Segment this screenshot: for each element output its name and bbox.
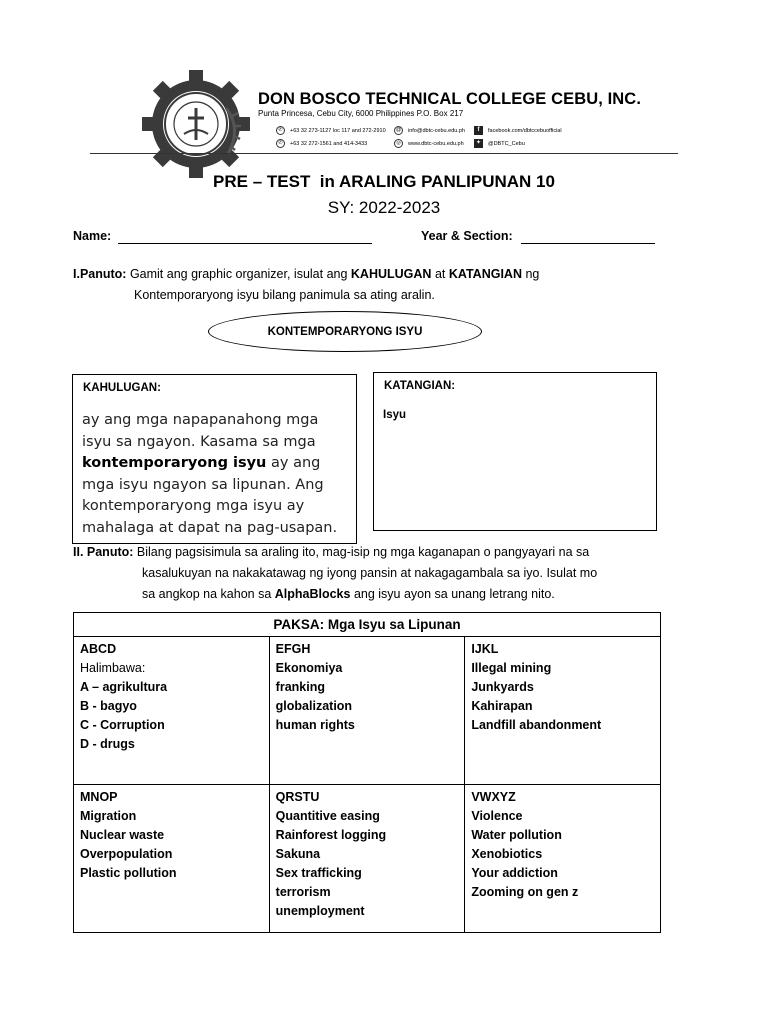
school-gear-seal-icon [140,68,252,180]
part1-instruction-line2: Kontemporaryong isyu bilang panimula sa ating aralin. [134,288,435,302]
phone-icon: ✆ [276,139,285,148]
list-item: Water pollution [471,828,562,842]
list-item: Kahirapan [471,699,533,713]
school-address: Punta Princesa, Cebu City, 6000 Philippines P.O. Box 217 [258,109,464,118]
list-item: D - drugs [80,737,135,751]
list-item: Sex trafficking [275,866,362,880]
school-year: SY: 2022-2023 [327,198,441,217]
twitter-icon: ✦ [475,140,482,146]
part2-instruction: II. Panuto: Bilang pagsisimula sa araling ito, mag-isip ng mga kaganapan o pangyayari na sa [73,545,590,559]
cell-efgh[interactable] [269,637,465,785]
list-item: Migration [80,809,137,823]
name-label: Name: [73,229,112,243]
phone-icon: ✆ [276,126,285,135]
letterhead-divider [90,153,678,154]
cell-heading: EFGH [275,642,311,656]
list-item: C - Corruption [80,718,165,732]
list-item: Plastic pollution [80,866,177,880]
list-item: B - bagyo [80,699,137,713]
topic-oval [208,311,482,352]
twitter-line: ✦ @DBTC_Cebu [475,140,525,147]
list-item: unemployment [275,904,365,918]
list-item: human rights [275,718,355,732]
part2-instruction-line3: sa angkop na kahon sa AlphaBlocks ang isyu ayon sa unang letrang nito. [142,587,555,601]
katangian-box[interactable] [373,372,657,531]
table-header: PAKSA: Mga Isyu sa Lipunan [74,613,661,637]
katangian-answer: Isyu [383,409,407,421]
section-field[interactable] [521,243,655,244]
list-item: Nuclear waste [80,828,165,842]
list-item: Violence [471,809,523,823]
test-title: PRE – TEST in ARALING PANLIPUNAN 10 [213,172,555,191]
cell-heading: IJKL [471,642,499,656]
alphablocks-table [73,612,661,933]
part2-instruction-line2: kasalukuyan na nakakatawag ng iyong pansin at nakagagambala sa iyo. Isulat mo [142,566,598,580]
list-item: Landfill abandonment [471,718,602,732]
cell-mnop[interactable] [74,785,270,933]
facebook-icon: f [474,126,483,135]
kahulugan-answer: ay ang mga napapanahong mga isyu sa ngayon. Kasama sa mga kontemporaryong isyu ay ang mga isyu ngayon sa lipunan. Ang kontemporaryong mga isyu ay mahalaga at dapat na pag-usapan. [82,412,338,536]
part1-instruction: I.Panuto: Gamit ang graphic organizer, isulat ang KAHULUGAN at KATANGIAN ng [73,267,540,281]
list-item: Your addiction [471,866,558,880]
phone-line-2: ✆ +63 32 272-1561 and 414-3433 [276,139,367,148]
list-item: A – agrikultura [80,680,168,694]
cell-heading: QRSTU [275,790,320,804]
list-item: Rainforest logging [275,828,387,842]
list-item: terrorism [275,885,331,899]
list-item: Quantitive easing [275,809,380,823]
kahulugan-label: KAHULUGAN: [83,382,161,394]
list-item: globalization [275,699,353,713]
list-item: Illegal mining [471,661,552,675]
list-item: Ekonomiya [275,661,343,675]
list-item: Overpopulation [80,847,173,861]
school-name: DON BOSCO TECHNICAL COLLEGE CEBU, INC. [258,90,642,108]
list-item: franking [275,680,325,694]
cell-qrstu[interactable] [269,785,465,933]
globe-icon: ◎ [394,139,403,148]
kahulugan-box[interactable] [72,374,357,544]
email-line: @ info@dbtc-cebu.edu.ph [395,127,465,134]
section-label: Year & Section: [421,229,513,243]
at-icon: @ [395,127,402,133]
website-line: ◎ www.dbtc-cebu.edu.ph [394,139,464,148]
cell-ijkl[interactable] [465,637,661,785]
list-item: Sakuna [275,847,321,861]
list-item: Xenobiotics [471,847,543,861]
name-field[interactable] [118,243,372,244]
phone-line-1: ✆ +63 32 273-1127 loc 117 and 272-2910 [276,126,386,135]
list-item: Junkyards [471,680,534,694]
cell-vwxyz[interactable] [465,785,661,933]
cell-example-label: Halimbawa: [80,661,146,675]
cell-abcd[interactable] [74,637,270,785]
facebook-line: f facebook.com/dbtccebuofficial [474,126,562,135]
list-item: Zooming on gen z [471,885,579,899]
cell-heading: VWXYZ [471,790,516,804]
katangian-label: KATANGIAN: [384,380,456,392]
cell-heading: MNOP [80,790,118,804]
cell-heading: ABCD [80,642,117,656]
topic-oval-label: KONTEMPORARYONG ISYU [267,325,423,338]
